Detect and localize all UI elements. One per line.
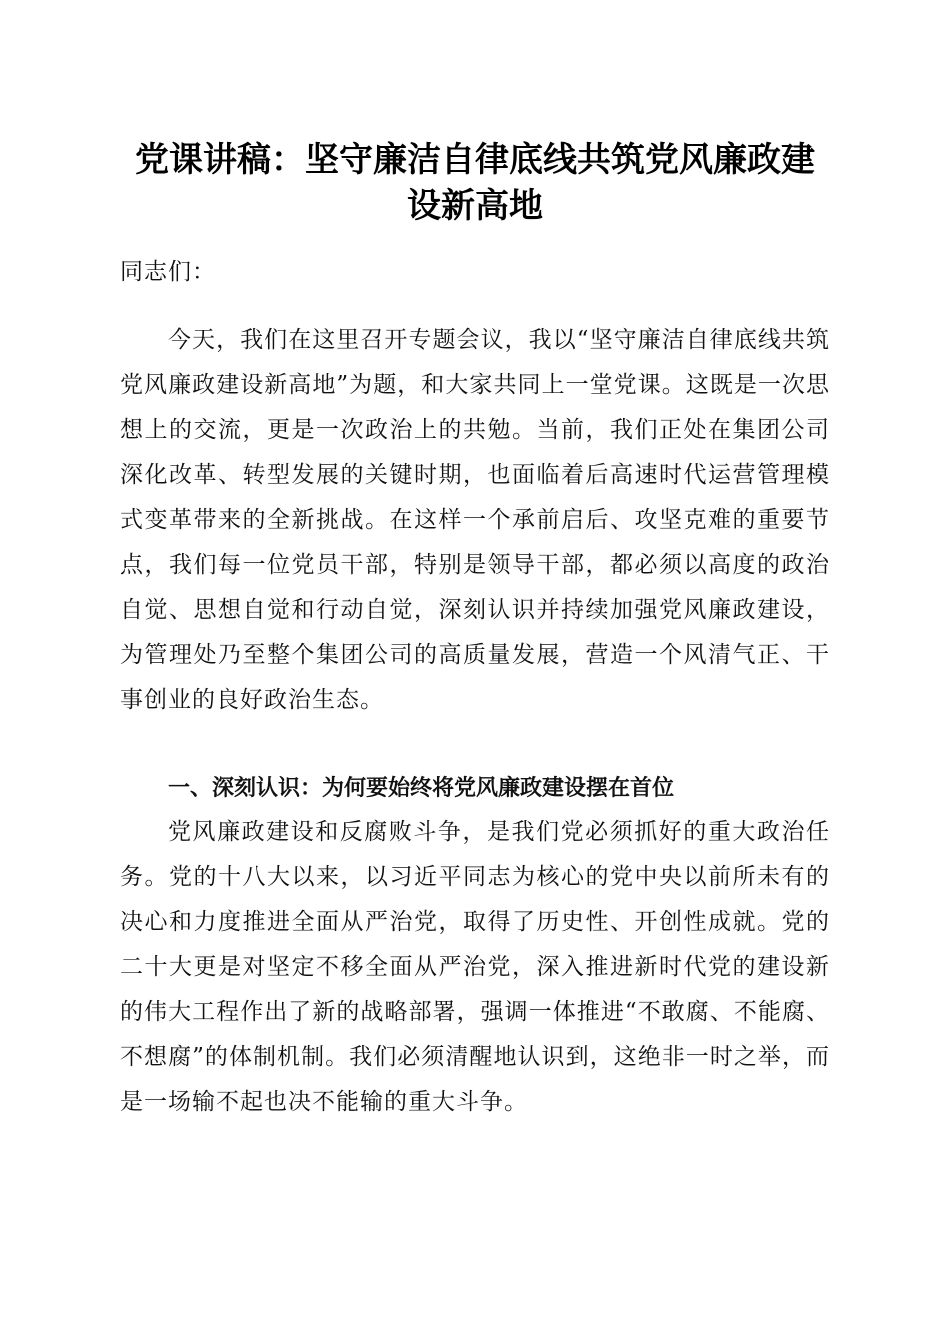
section-heading-1: 一、深刻认识：为何要始终将党风廉政建设摆在首位 bbox=[168, 776, 675, 801]
document-title-line-1: 党课讲稿：坚守廉洁自律底线共筑党风廉政建 bbox=[135, 140, 815, 180]
paragraph-opening: 今天，我们在这里召开专题会议，我以“坚守廉洁自律底线共筑党风廉政建设新高地”为题，和大家共同上一堂党课。这既是一次思想上的交流，更是一次政治上的共勉。当前，我们正处在集团公司深化改革、转型发展的关键时期，也面临着后高速时代运营管理模式变革带来的全新挑战。在这样一个承前启后、攻坚克难的重要节点，我们每一位党员干部，特别是领导干部，都必须以高度的政治自觉、思想自觉和行动自觉，深刻认识并持续加强党风廉政建设，为管理处乃至整个集团公司的高质量发展，营造一个风清气正、干事创业的良好政治生态。 bbox=[120, 327, 830, 713]
paragraph-section-1: 党风廉政建设和反腐败斗争，是我们党必须抓好的重大政治任务。党的十八大以来，以习近平同志为核心的党中央以前所未有的决心和力度推进全面从严治党，取得了历史性、开创性成就。党的二十大更是对坚定不移全面从严治党，深入推进新时代党的建设新的伟大工程作出了新的战略部署，强调一体推进“不敢腐、不能腐、不想腐”的体制机制。我们必须清醒地认识到，这绝非一时之举，而是一场输不起也决不能输的重大斗争。 bbox=[120, 819, 830, 1115]
document-title-line-2: 设新高地 bbox=[407, 186, 543, 226]
salutation: 同志们： bbox=[120, 259, 216, 285]
